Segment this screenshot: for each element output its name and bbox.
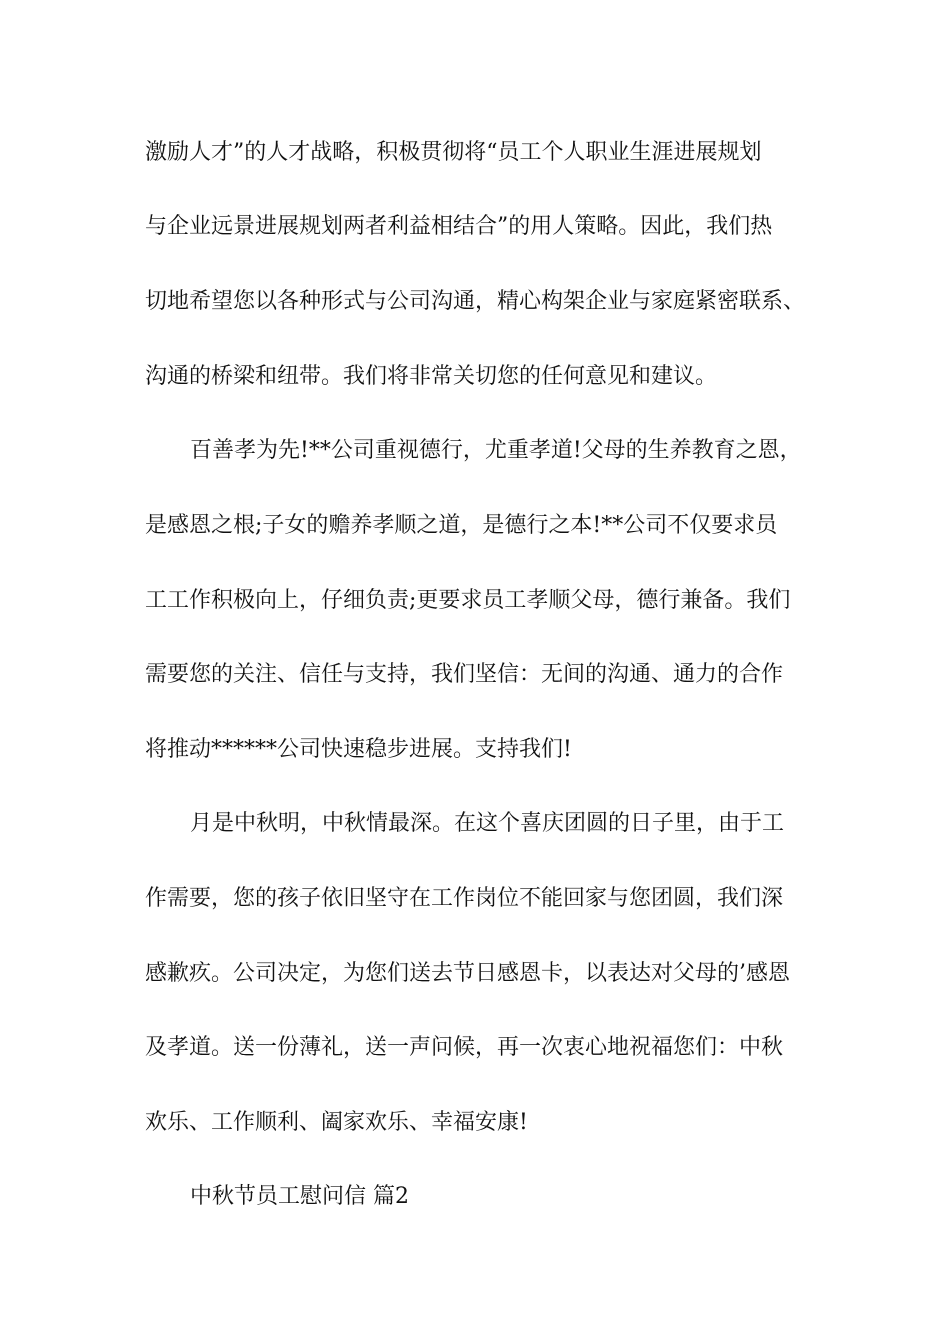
text-line: 欢乐、工作顺利、阖家欢乐、幸福安康! — [145, 1110, 528, 1135]
text-line: 切地希望您以各种形式与公司沟通，精心构架企业与家庭紧密联系、 — [145, 289, 806, 314]
text-line: 是感恩之根;子女的赡养孝顺之道，是德行之本!**公司不仅要求员 — [145, 513, 778, 538]
text-line: 及孝道。送一份薄礼，送一声问候，再一次衷心地祝福您们：中秋 — [145, 1035, 784, 1060]
text-line: 感歉疚。公司决定，为您们送去节日感恩卡，以表达对父母的’感恩 — [145, 961, 790, 986]
text-line: 作需要，您的孩子依旧坚守在工作岗位不能回家与您团圆，我们深 — [145, 886, 784, 911]
paragraph-first-line: 百善孝为先!**公司重视德行，尤重孝道!父母的生养教育之恩， — [190, 438, 802, 463]
text-line: 激励人才”的人才战略，积极贯彻将“员工个人职业生涯进展规划 — [145, 140, 762, 165]
text-line: 需要您的关注、信任与支持，我们坚信：无间的沟通、通力的合作 — [145, 662, 784, 687]
text-line: 将推动******公司快速稳步进展。支持我们! — [145, 737, 572, 762]
text-line: 工工作积极向上，仔细负责;更要求员工孝顺父母，德行兼备。我们 — [145, 588, 791, 613]
paragraph-first-line: 月是中秋明，中秋情最深。在这个喜庆团圆的日子里，由于工 — [190, 811, 785, 836]
text-line: 沟通的桥梁和纽带。我们将非常关切您的任何意见和建议。 — [145, 364, 718, 389]
text-line: 与企业远景进展规划两者利益相结合”的用人策略。因此，我们热 — [145, 214, 773, 239]
section-heading: 中秋节员工慰问信 篇2 — [190, 1184, 409, 1209]
